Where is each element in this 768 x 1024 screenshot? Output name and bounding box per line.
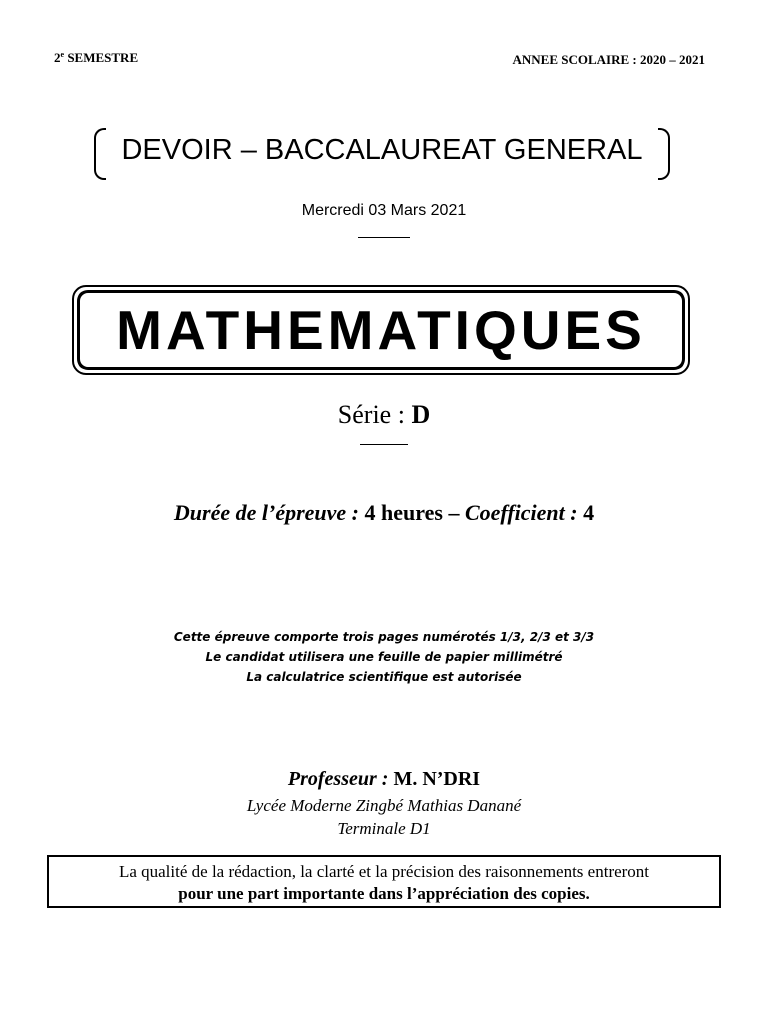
subject-frame [72,285,690,375]
teacher-name: M. N’DRI [393,768,481,790]
subject-title: MATHEMATIQUES [116,299,646,361]
duration-label: Durée de l’épreuve : [173,500,365,525]
class-name: Terminale D1 [337,819,431,838]
exam-title-block [94,128,670,178]
teacher-label: Professeur : [287,768,394,790]
semester-text: SEMESTRE [64,50,139,65]
exam-title: DEVOIR – BACCALAUREAT GENERAL [121,134,643,166]
duration-value: 4 heures – [364,500,465,525]
right-bracket [658,128,670,180]
notice-line-1: La qualité de la rédaction, la clarté et la précision des raisonnements entreront [118,862,650,881]
serie-line [0,400,768,430]
school-year: ANNEE SCOLAIRE : 2020 – 2021 [512,52,705,67]
instruction-item: Le candidat utilisera une feuille de papier millimétré [205,650,563,664]
serie-value: D [411,400,431,429]
duration-line [0,500,768,526]
school-name: Lycée Moderne Zingbé Mathias Danané [246,796,522,815]
teacher-line [0,768,768,791]
instruction-item: La calculatrice scientifique est autorisée [246,670,522,684]
divider [358,237,410,238]
coefficient-value: 4 [583,500,595,525]
instructions [0,627,768,687]
serie-label: Série : [337,400,412,429]
instruction-item: Cette épreuve comporte trois pages numérotés 1/3, 2/3 et 3/3 [173,630,595,644]
semester-label [54,50,138,66]
divider [360,444,408,445]
coefficient-label: Coefficient : [464,500,584,525]
semester-suffix: e [60,50,65,59]
notice-line-2: pour une part importante dans l’appréciation des copies. [178,884,590,903]
exam-date: Mercredi 03 Mars 2021 [301,202,467,219]
notice-box [47,855,721,908]
semester-number: 2 [54,50,61,65]
